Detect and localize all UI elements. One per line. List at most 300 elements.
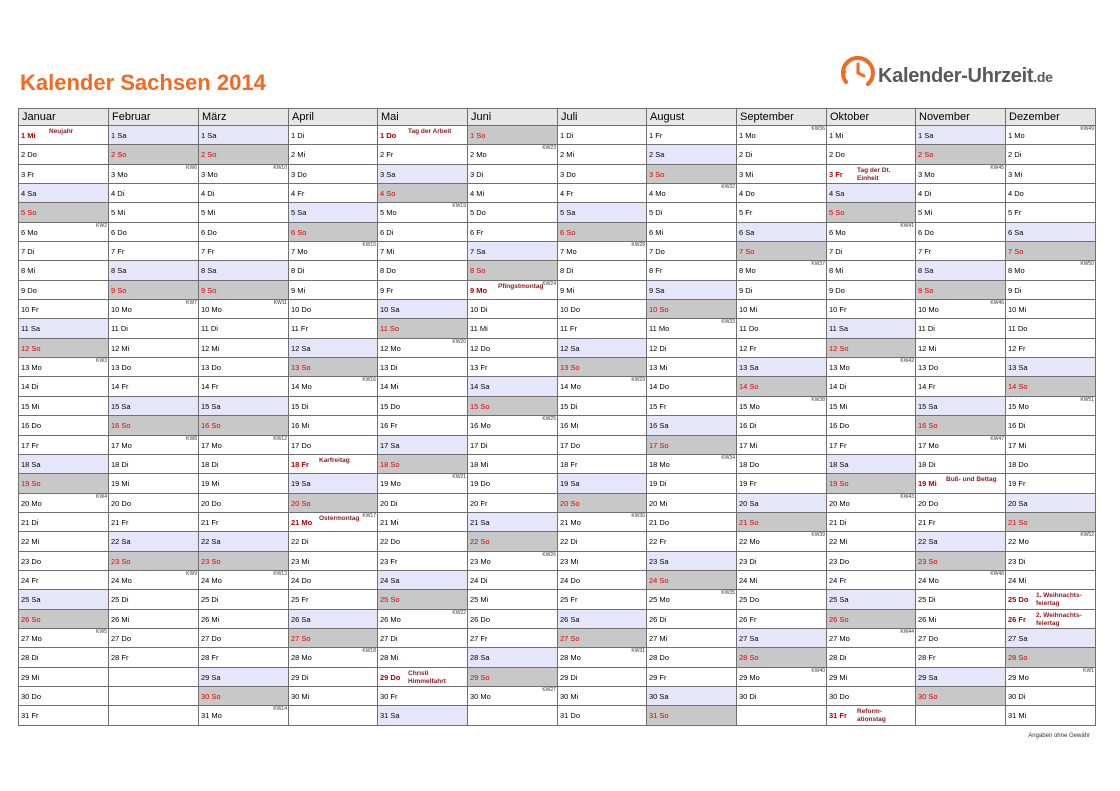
day-cell [558, 512, 647, 531]
holiday-label: Reform- ationstag [857, 708, 886, 724]
day-label: 19 Do [470, 479, 491, 489]
week-number: KW19 [452, 203, 466, 210]
day-cell [199, 532, 289, 551]
day-cell [737, 126, 827, 145]
day-cell [289, 570, 378, 589]
day-label: 9 Di [739, 285, 753, 295]
empty-cell [109, 667, 199, 686]
day-label: 11 Mi [470, 324, 488, 334]
day-label: 20 Do [201, 498, 222, 508]
day-label: 23 Mi [291, 556, 310, 566]
week-number: KW8 [186, 435, 197, 442]
day-label: 3 Mo [918, 169, 935, 179]
day-row [19, 319, 1096, 338]
day-cell [378, 164, 468, 183]
day-cell [109, 416, 199, 435]
day-cell [647, 261, 737, 280]
day-cell [827, 609, 916, 628]
day-label: 18 Di [201, 459, 219, 469]
day-label: 28 Di [829, 653, 847, 663]
day-cell [558, 126, 647, 145]
day-label: 20 So [560, 498, 580, 508]
day-label: 6 Do [201, 227, 217, 237]
day-label: 30 Mo [470, 691, 491, 701]
day-label: 6 Fr [470, 227, 484, 237]
day-label: 17 Mo [918, 440, 939, 450]
day-label: 4 Sa [829, 189, 845, 199]
day-label: 11 Fr [560, 324, 577, 334]
day-label: 12 So [21, 343, 41, 353]
day-label: 28 Mi [380, 653, 399, 663]
day-cell [647, 222, 737, 241]
day-label: 24 Do [291, 575, 312, 585]
day-cell [468, 319, 558, 338]
day-label: 14 Sa [470, 382, 490, 392]
day-label: 22 Di [291, 537, 309, 547]
day-label: 9 Di [1008, 285, 1022, 295]
day-label: 22 Sa [201, 537, 221, 547]
day-label: 9 Mi [560, 285, 575, 295]
day-cell [289, 126, 378, 145]
day-cell [468, 377, 558, 396]
day-label: 15 Mi [21, 401, 40, 411]
day-cell [558, 280, 647, 299]
day-cell [19, 300, 109, 319]
empty-cell [109, 686, 199, 705]
day-cell [647, 126, 737, 145]
week-number: KW35 [721, 590, 735, 597]
day-cell [558, 203, 647, 222]
day-cell [109, 203, 199, 222]
day-label: 2 Di [739, 150, 753, 160]
week-number: KW41 [900, 222, 914, 229]
day-cell [916, 590, 1006, 609]
day-label: 20 Sa [1008, 498, 1028, 508]
day-cell [378, 358, 468, 377]
day-label: 28 Fr [111, 653, 129, 663]
day-label: 25 Sa [21, 595, 41, 605]
day-cell [109, 261, 199, 280]
day-cell [378, 242, 468, 261]
day-label: 25 Di [201, 595, 219, 605]
day-label: 3 Mo [111, 169, 128, 179]
day-label: 2 Fr [380, 150, 394, 160]
day-cell [468, 396, 558, 415]
day-label: 12 Mo [380, 343, 401, 353]
day-row [19, 590, 1096, 609]
day-row [19, 377, 1096, 396]
day-cell [827, 551, 916, 570]
day-cell [827, 686, 916, 705]
day-cell [737, 300, 827, 319]
day-label: 11 Fr [291, 324, 308, 334]
day-label: 6 Do [111, 227, 127, 237]
day-label: 24 Mi [739, 575, 758, 585]
day-label: 26 Sa [291, 614, 311, 624]
day-label: 7 Fr [111, 247, 125, 257]
day-label: 20 Sa [739, 498, 759, 508]
day-label: 27 Di [380, 633, 398, 643]
day-cell [289, 609, 378, 628]
year-calendar [18, 108, 1096, 726]
day-label: 9 Do [829, 285, 845, 295]
month-header: August [647, 109, 737, 126]
day-label: 22 Mi [829, 537, 848, 547]
day-cell [19, 377, 109, 396]
week-number: KW2 [96, 222, 107, 229]
day-label: 1 Sa [111, 131, 127, 140]
day-row [19, 396, 1096, 415]
month-header: Oktober [827, 109, 916, 126]
day-cell [916, 145, 1006, 164]
day-label: 7 Mo [560, 247, 577, 257]
day-label: 14 Fr [111, 382, 129, 392]
day-label: 4 So [380, 189, 396, 199]
day-label: 30 So [918, 691, 938, 701]
day-label: 8 Sa [918, 266, 934, 276]
day-cell [647, 242, 737, 261]
day-label: 11 Di [918, 324, 935, 334]
day-cell [827, 416, 916, 435]
week-number: KW7 [186, 300, 197, 307]
day-label: 18 Fr [291, 459, 309, 469]
day-cell [378, 609, 468, 628]
day-label: 5 Sa [291, 208, 307, 218]
day-label: 10 Mo [918, 305, 939, 315]
day-cell [289, 532, 378, 551]
day-cell [1006, 358, 1096, 377]
day-label: 4 Mo [649, 189, 666, 199]
day-cell [378, 474, 468, 493]
day-cell [916, 319, 1006, 338]
day-cell [109, 242, 199, 261]
day-cell [109, 280, 199, 299]
day-cell [916, 203, 1006, 222]
day-cell [737, 628, 827, 647]
week-number: KW18 [362, 648, 376, 655]
day-label: 21 Do [649, 517, 670, 527]
day-cell [109, 435, 199, 454]
day-cell [109, 532, 199, 551]
day-cell [468, 454, 558, 473]
empty-cell [916, 706, 1006, 726]
day-cell [378, 454, 468, 473]
day-cell [737, 203, 827, 222]
day-label: 2 Mi [560, 150, 575, 160]
day-label: 7 Do [649, 247, 665, 257]
week-number: KW12 [273, 435, 287, 442]
day-cell [199, 358, 289, 377]
day-cell [1006, 570, 1096, 589]
day-cell [647, 377, 737, 396]
logo-name: Kalender-Uhrzeit [878, 65, 1034, 87]
day-label: 14 Fr [918, 382, 936, 392]
day-cell [378, 203, 468, 222]
calendar-body [19, 126, 1096, 726]
day-cell [468, 667, 558, 686]
day-cell [109, 145, 199, 164]
day-cell [558, 590, 647, 609]
week-number: KW21 [452, 474, 466, 481]
holiday-label: Neujahr [49, 128, 74, 135]
day-cell [109, 396, 199, 415]
day-label: 9 Sa [649, 285, 665, 295]
day-cell [647, 493, 737, 512]
day-label: 8 Mo [1008, 266, 1025, 276]
day-label: 5 Fr [1008, 208, 1022, 218]
day-label: 10 Mi [739, 305, 758, 315]
week-number: KW10 [273, 164, 287, 171]
day-label: 17 Do [560, 440, 581, 450]
day-label: 17 Fr [21, 440, 39, 450]
week-number: KW48 [990, 570, 1004, 577]
day-cell [199, 377, 289, 396]
day-label: 11 Mo [649, 324, 670, 334]
week-number: KW26 [542, 551, 556, 558]
day-label: 28 Sa [470, 653, 490, 663]
day-label: 25 Fr [560, 595, 578, 605]
day-cell [19, 242, 109, 261]
day-cell [647, 319, 737, 338]
day-label: 15 Fr [649, 401, 667, 411]
day-label: 11 Do [1008, 324, 1028, 334]
day-cell [289, 338, 378, 357]
day-cell [558, 648, 647, 667]
day-cell [558, 184, 647, 203]
day-cell [289, 222, 378, 241]
day-cell [468, 551, 558, 570]
day-label: 13 Do [111, 363, 132, 373]
disclaimer-note: Angaben ohne Gewähr [1028, 733, 1090, 739]
day-label: 14 Di [21, 382, 39, 392]
day-label: 30 Fr [380, 691, 398, 701]
day-label: 28 So [1008, 653, 1028, 663]
day-label: 20 Mo [21, 498, 42, 508]
day-cell [109, 648, 199, 667]
day-cell [827, 338, 916, 357]
day-cell [19, 628, 109, 647]
day-label: 17 So [649, 440, 669, 450]
day-cell [109, 609, 199, 628]
day-row [19, 203, 1096, 222]
day-cell [109, 222, 199, 241]
day-label: 30 Di [1008, 691, 1026, 701]
week-number: KW50 [1080, 261, 1094, 268]
day-cell [1006, 184, 1096, 203]
day-cell [199, 126, 289, 145]
week-number: KW14 [273, 706, 287, 713]
day-cell [289, 203, 378, 222]
day-label: 12 Fr [739, 343, 757, 353]
empty-cell [289, 706, 378, 726]
day-row [19, 706, 1096, 726]
day-label: 27 So [291, 633, 311, 643]
day-label: 26 So [21, 614, 41, 624]
day-label: 3 Mi [1008, 169, 1023, 179]
week-number: KW28 [631, 242, 645, 249]
day-cell [468, 338, 558, 357]
day-label: 12 Sa [291, 343, 311, 353]
day-cell [827, 280, 916, 299]
day-label: 12 Mi [918, 343, 937, 353]
day-label: 12 Di [649, 343, 667, 353]
day-cell [737, 377, 827, 396]
day-label: 27 Do [201, 633, 222, 643]
day-label: 29 So [470, 672, 490, 682]
day-label: 9 So [918, 285, 934, 295]
day-cell [1006, 512, 1096, 531]
day-cell [468, 358, 558, 377]
day-cell [289, 628, 378, 647]
day-cell [737, 242, 827, 261]
day-label: 8 Fr [649, 266, 663, 276]
day-cell [468, 474, 558, 493]
day-cell [1006, 706, 1096, 726]
day-label: 11 Di [111, 324, 128, 334]
day-label: 22 Mi [21, 537, 40, 547]
day-label: 17 Do [291, 440, 312, 450]
day-cell [199, 628, 289, 647]
day-cell [737, 493, 827, 512]
day-row [19, 609, 1096, 628]
day-cell [199, 570, 289, 589]
day-cell [378, 338, 468, 357]
day-cell [378, 512, 468, 531]
day-label: 16 So [201, 421, 221, 431]
day-label: 21 Sa [470, 517, 490, 527]
day-cell [827, 222, 916, 241]
day-label: 20 Mo [829, 498, 850, 508]
day-label: 3 Sa [380, 169, 396, 179]
day-label: 22 Mo [1008, 537, 1029, 547]
day-label: 24 Sa [380, 575, 400, 585]
day-cell [737, 648, 827, 667]
day-label: 27 Sa [1008, 633, 1028, 643]
day-label: 24 Mi [1008, 575, 1027, 585]
day-label: 4 Fr [291, 189, 305, 199]
day-cell [558, 242, 647, 261]
week-number: KW52 [1080, 532, 1094, 539]
day-label: 28 Mo [291, 653, 312, 663]
day-cell [1006, 454, 1096, 473]
day-label: 8 Mi [829, 266, 844, 276]
day-label: 10 Mo [111, 305, 132, 315]
day-label: 30 Mi [560, 691, 579, 701]
day-label: 4 Di [201, 189, 215, 199]
day-label: 2 Sa [649, 150, 665, 160]
day-cell [647, 338, 737, 357]
day-cell [647, 184, 737, 203]
day-label: 27 So [560, 633, 580, 643]
day-label: 29 Mo [1008, 672, 1029, 682]
week-number: KW11 [273, 300, 287, 307]
day-cell [378, 280, 468, 299]
day-row [19, 184, 1096, 203]
day-cell [558, 609, 647, 628]
day-label: 26 Mi [201, 614, 220, 624]
day-cell [289, 416, 378, 435]
day-cell [916, 667, 1006, 686]
day-cell [468, 435, 558, 454]
day-label: 19 Sa [291, 479, 311, 489]
day-label: 14 So [739, 382, 759, 392]
day-cell [558, 164, 647, 183]
day-cell [19, 358, 109, 377]
day-cell [827, 358, 916, 377]
day-label: 7 Fr [918, 247, 932, 257]
day-label: 8 So [470, 266, 486, 276]
day-cell [916, 570, 1006, 589]
day-row [19, 474, 1096, 493]
week-number: KW49 [1080, 126, 1094, 132]
day-cell [558, 686, 647, 705]
day-cell [468, 184, 558, 203]
day-cell [289, 512, 378, 531]
day-label: 20 Do [111, 498, 132, 508]
day-label: 15 Sa [201, 401, 221, 411]
day-cell [558, 435, 647, 454]
day-label: 1 Sa [201, 131, 217, 140]
day-cell [378, 184, 468, 203]
day-label: 29 Do [380, 672, 401, 682]
day-label: 21 Mi [380, 517, 399, 527]
day-cell [916, 358, 1006, 377]
day-label: 24 Mo [201, 575, 222, 585]
day-label: 11 Sa [21, 324, 41, 334]
day-cell [289, 686, 378, 705]
day-cell [827, 570, 916, 589]
day-label: 7 Sa [470, 247, 486, 257]
day-label: 22 Mo [739, 537, 760, 547]
day-label: 7 Mo [291, 247, 308, 257]
day-cell [109, 338, 199, 357]
day-cell [558, 706, 647, 726]
day-label: 5 Fr [739, 208, 753, 218]
day-label: 2 So [201, 150, 217, 160]
day-cell [289, 261, 378, 280]
day-label: 29 Di [291, 672, 309, 682]
month-header: Mai [378, 109, 468, 126]
day-label: 3 So [649, 169, 665, 179]
day-row [19, 454, 1096, 473]
day-label: 31 Fr [21, 711, 39, 721]
day-cell [916, 628, 1006, 647]
day-label: 1 Fr [649, 131, 663, 140]
day-label: 14 Fr [201, 382, 219, 392]
day-cell [558, 570, 647, 589]
page-title: Kalender Sachsen 2014 [20, 70, 266, 95]
day-cell [737, 416, 827, 435]
day-label: 10 Do [560, 305, 581, 315]
day-cell [1006, 396, 1096, 415]
day-label: 27 Fr [470, 633, 488, 643]
brand-logo[interactable] [838, 52, 1078, 98]
day-cell [289, 164, 378, 183]
day-label: 23 So [111, 556, 131, 566]
day-label: 1 Mi [21, 131, 36, 140]
month-header: Juli [558, 109, 647, 126]
day-cell [558, 338, 647, 357]
day-cell [737, 338, 827, 357]
day-label: 5 Mo [380, 208, 397, 218]
day-label: 23 Di [1008, 556, 1026, 566]
day-cell [558, 261, 647, 280]
day-cell [289, 474, 378, 493]
day-label: 13 Mo [829, 363, 850, 373]
day-cell [378, 532, 468, 551]
day-label: 15 Mi [829, 401, 848, 411]
day-cell [468, 261, 558, 280]
